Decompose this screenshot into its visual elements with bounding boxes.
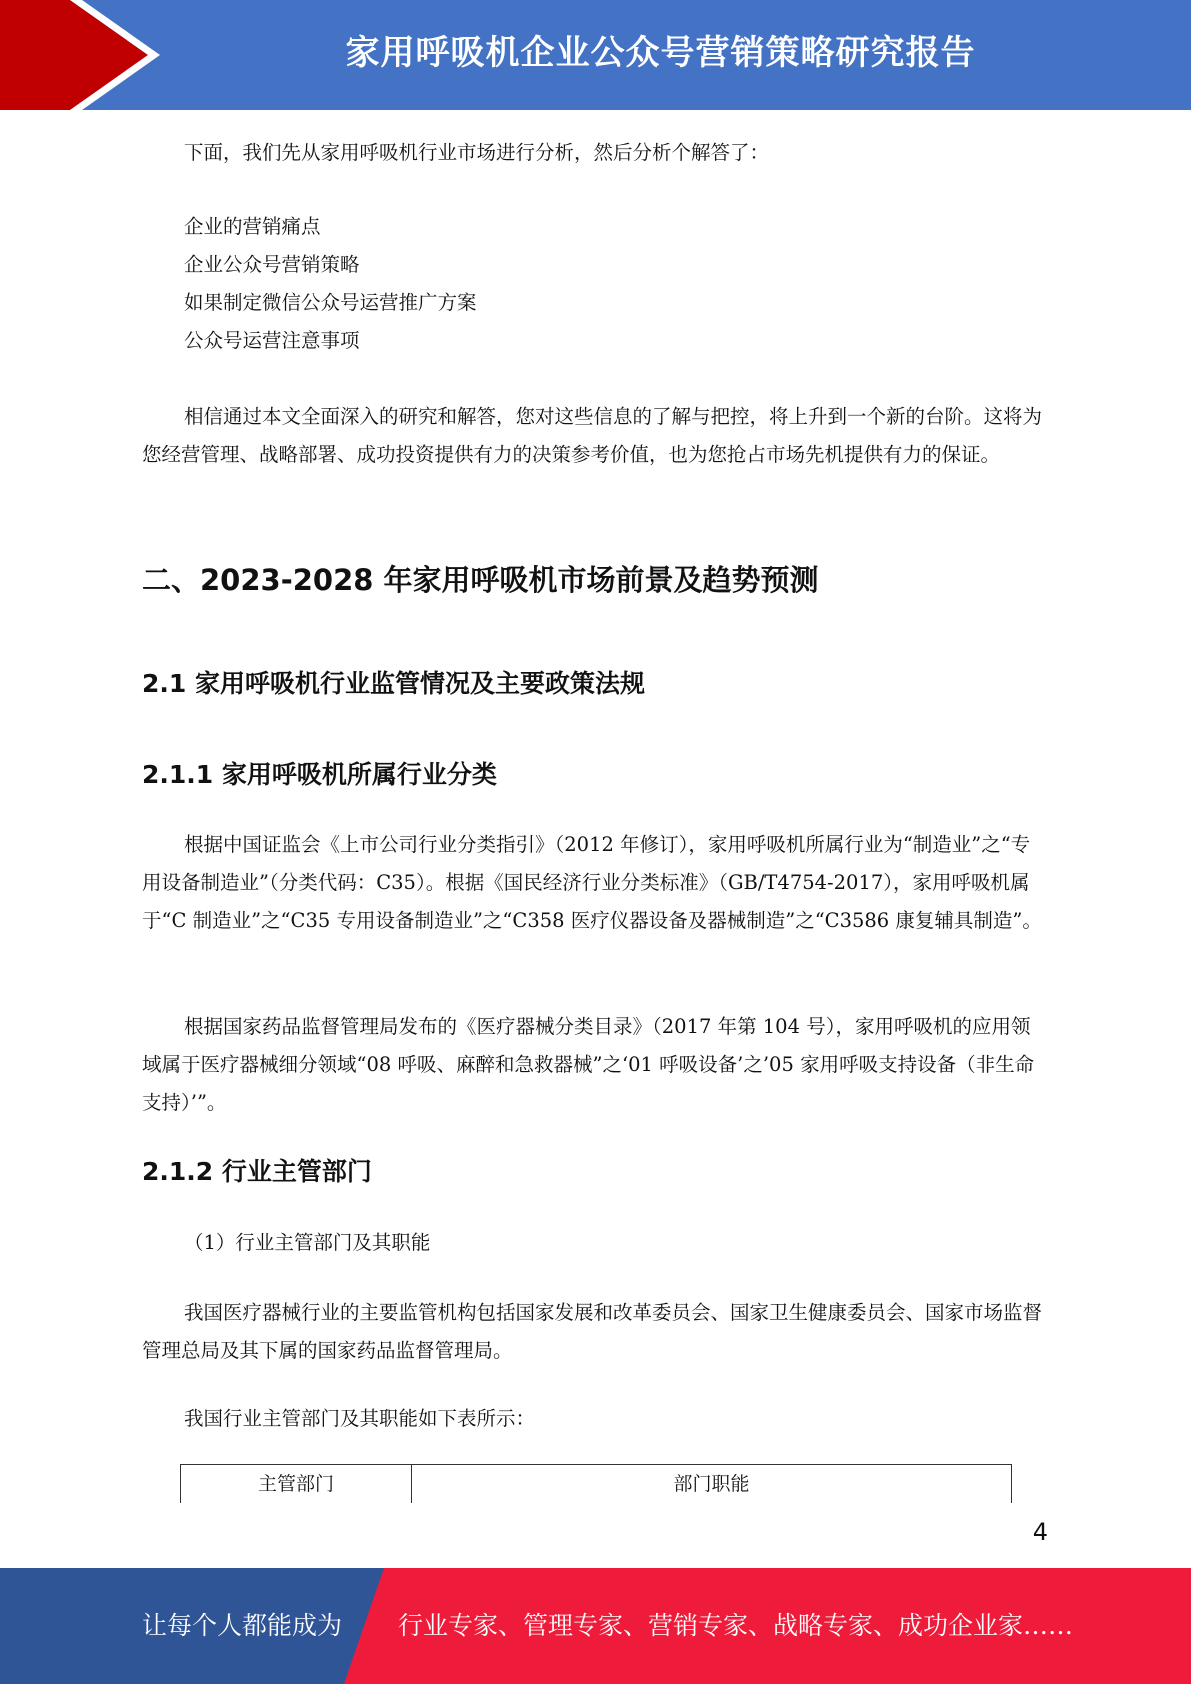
section-2-1-1-heading: 2.1.1 家用呼吸机所属行业分类 [142, 760, 497, 789]
page-footer [0, 1568, 1191, 1684]
intro-paragraph: 下面，我们先从家用呼吸机行业市场进行分析，然后分析个解答了： [184, 141, 770, 164]
table-header-department: 主管部门 [181, 1465, 412, 1503]
footer-slogan-right: 行业专家、管理专家、营销专家、战略专家、成功企业家…… [398, 1611, 1074, 1640]
regulators-table [180, 1464, 1012, 1503]
page-header [0, 0, 1191, 110]
section-2-heading: 二、2023-2028 年家用呼吸机市场前景及趋势预测 [142, 563, 819, 597]
topic-item: 如果制定微信公众号运营推广方案 [184, 291, 477, 314]
topic-item: 企业公众号营销策略 [184, 253, 360, 276]
classification-paragraph-2: 根据国家药品监督管理局发布的《医疗器械分类目录》（2017 年第 104 号），家用呼吸机的应用领域属于医疗器械细分领域“08 呼吸、麻醉和急救器械”之‘01 呼吸设备’之’05 家用呼吸支持设备（非生命支持）’”。 [142, 1015, 1035, 1114]
section-2-1-2-heading: 2.1.2 行业主管部门 [142, 1157, 372, 1186]
page-number: 4 [1032, 1518, 1048, 1546]
sub-heading: （1）行业主管部门及其职能 [184, 1231, 431, 1254]
classification-paragraph-1: 根据中国证监会《上市公司行业分类指引》（2012 年修订），家用呼吸机所属行业为“制造业”之“专用设备制造业”（分类代码：C35）。根据《国民经济行业分类标准》（GB/T4754-2017），家用呼吸机属于“C 制造业”之“C35 专用设备制造业”之“C358 医疗仪器设备及器械制造”之“C3586 康复辅具制造”。 [142, 833, 1042, 932]
summary-paragraph: 相信通过本文全面深入的研究和解答，您对这些信息的了解与把控，将上升到一个新的台阶。这将为您经营管理、战略部署、成功投资提供有力的决策参考价值，也为您抢占市场先机提供有力的保证。 [142, 405, 1043, 466]
section-2-1-heading: 2.1 家用呼吸机行业监管情况及主要政策法规 [142, 669, 645, 698]
topic-item: 企业的营销痛点 [184, 215, 321, 238]
topic-item: 公众号运营注意事项 [184, 329, 360, 352]
header-title: 家用呼吸机企业公众号营销策略研究报告 [345, 33, 976, 73]
footer-slogan-left: 让每个人都能成为 [142, 1611, 343, 1640]
table-intro-paragraph: 我国行业主管部门及其职能如下表所示： [184, 1407, 536, 1430]
header-chevron-decoration [0, 0, 160, 110]
regulators-paragraph: 我国医疗器械行业的主要监管机构包括国家发展和改革委员会、国家卫生健康委员会、国家市场监督管理总局及其下属的国家药品监督管理局。 [142, 1301, 1043, 1362]
table-header-functions: 部门职能 [673, 1473, 750, 1495]
